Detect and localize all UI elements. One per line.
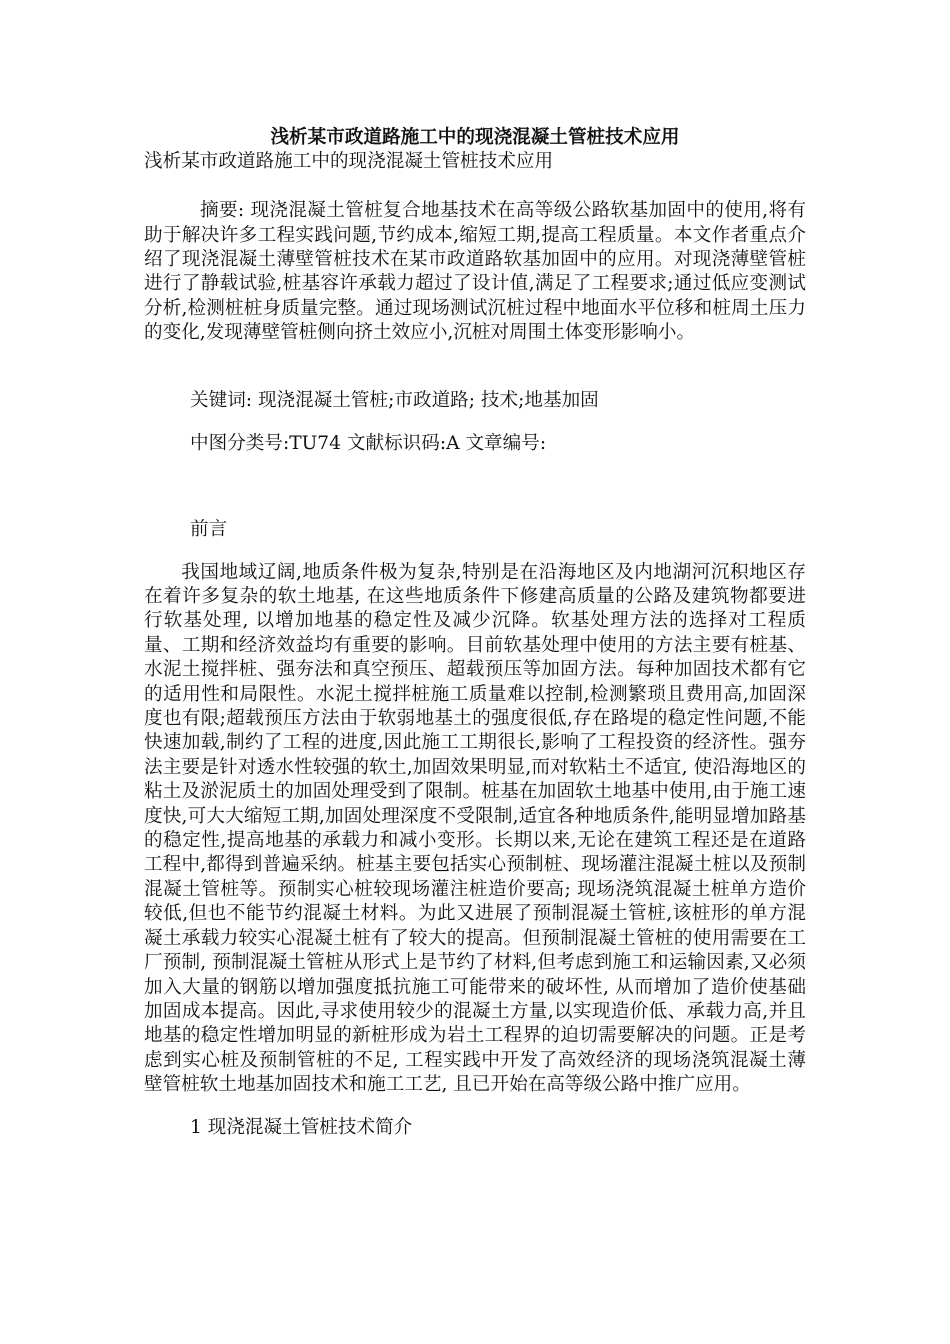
preface-heading: 前言 — [190, 518, 228, 540]
classification-line: 中图分类号:TU74 文献标识码:A 文章编号: — [190, 432, 547, 454]
document-body — [144, 126, 806, 1159]
spacer — [144, 346, 806, 370]
spacer — [144, 475, 806, 499]
document-subtitle: 浅析某市政道路施工中的现浇混凝土管桩技术应用 — [144, 151, 554, 173]
spacer — [144, 175, 806, 199]
document-title: 浅析某市政道路施工中的现浇混凝土管桩技术应用 — [270, 127, 680, 148]
keywords-line: 关键词: 现浇混凝土管桩;市政道路; 技术;地基加固 — [190, 389, 599, 411]
abstract-paragraph: 摘要: 现浇混凝土管桩复合地基技术在高等级公路软基加固中的使用,将有助于解决许多工程实践问题,节约成本,缩短工期,提高工程质量。本文作者重点介绍了现浇混凝土薄壁管桩技术在某市政道路软基加固中的应用。对现浇薄壁管桩进行了静载试验,桩基容许承载力超过了设计值,满足了工程要求;通过低应变测试分析,检测桩桩身质量完整。通过现场测试沉桩过程中地面水平位移和桩周土压力的变化,发现薄壁管桩侧向挤土效应小,沉桩对周围土体变形影响小。 — [144, 200, 806, 344]
section-1-heading: 1 现浇混凝土管桩技术简介 — [190, 1117, 413, 1139]
preface-paragraph: 我国地域辽阔,地质条件极为复杂,特别是在沿海地区及内地湖河沉积地区存在着许多复杂的软土地基, 在这些地质条件下修建高质量的公路及建筑物都要进行软基处理, 以增加地基的稳定性及减少沉降。软基处理方法的选择对工程质量、工期和经济效益均有重要的影响。目前软基处理中使用的方法主要有桩基、水泥土搅拌桩、强夯法和真空预压、超载预压等加固方法。每种加固技术都有它的适用性和局限性。水泥土搅拌桩施工质量难以控制,检测繁琐且费用高,加固深度也有限;超载预压方法由于软弱地基土的强度很低,存在路堤的稳定性问题,不能快速加载,制约了工程的进度,因此施工工期很长,影响了工程投资的经济性。强夯法主要是针对透水性较强的软土,加固效果明显,而对软粘土不适宜, 使沿海地区的粘土及淤泥质土的加固处理受到了限制。桩基在加固软土地基中使用,由于施工速度快,可大大缩短工期,加固处理深度不受限制,适宜各种地质条件,能明显增加路基的稳定性,提高地基的承载力和减小变形。长期以来,无论在建筑工程还是在道路工程中,都得到普遍采纳。桩基主要包括实心预制桩、现场灌注混凝土桩以及预制混凝土管桩等。预制实心桩较现场灌注桩造价要高; 现场浇筑混凝土桩单方造价较低,但也不能节约混凝土材料。为此又进展了预制混凝土管桩,该桩形的单方混凝土承载力较实心混凝土桩有了较大的提高。但预制混凝土管桩的使用需要在工厂预制, 预制混凝土管桩从形式上是节约了材料,但考虑到施工和运输因素,又必须加入大量的钢筋以增加强度抵抗施工可能带来的破坏性, 从而增加了造价使基础加固成本提高。因此,寻求使用较少的混凝土方量,以实现造价低、承载力高,并且地基的稳定性增加明显的新桩形成为岩土工程界的迫切需要解决的问题。正是考虑到实心桩及预制管桩的不足, 工程实践中开发了高效经济的现场浇筑混凝土薄壁管桩软土地基加固技术和施工工艺, 且已开始在高等级公路中推广应用。 — [144, 561, 806, 1096]
